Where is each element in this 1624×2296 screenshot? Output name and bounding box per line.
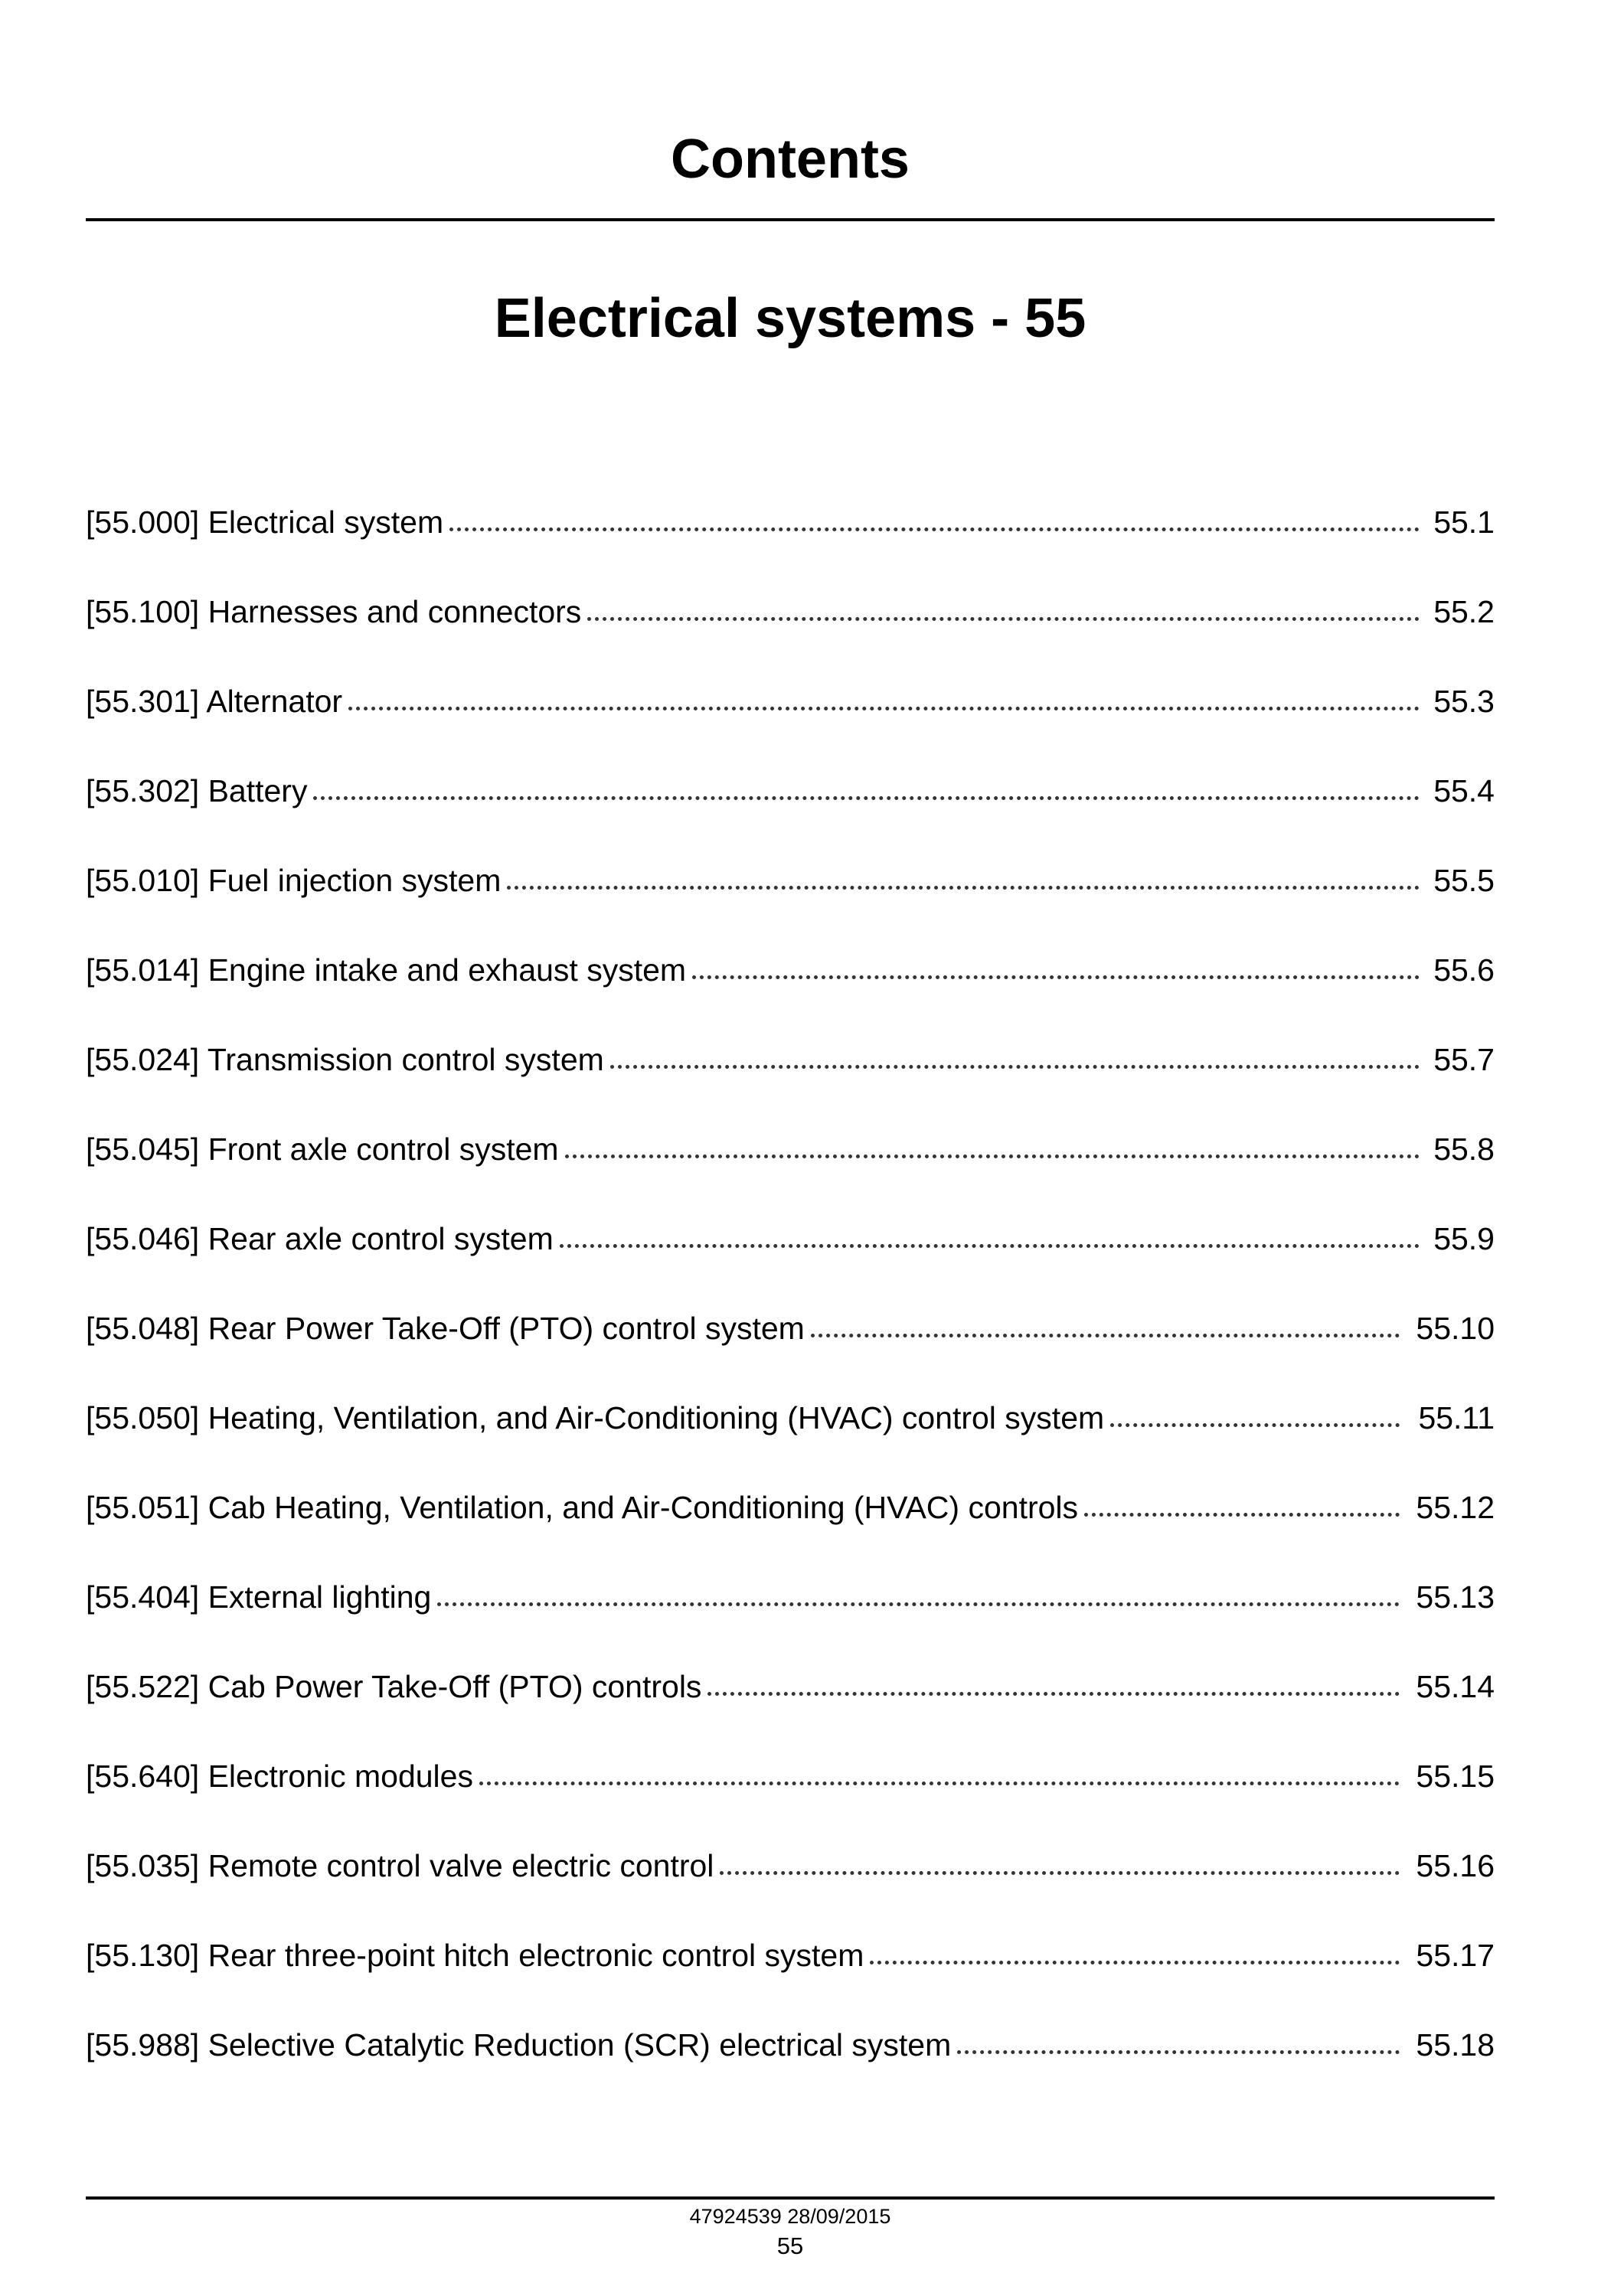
toc-entry-label: [55.301] Alternator (86, 684, 343, 719)
toc-entry-page: 55.7 (1433, 1042, 1495, 1077)
toc-entry[interactable] (86, 686, 1495, 776)
toc-entry[interactable] (86, 1940, 1495, 2030)
toc-entry-page: 55.17 (1416, 1938, 1495, 1973)
toc-entry-page: 55.15 (1416, 1759, 1495, 1794)
toc-entry[interactable] (86, 507, 1495, 596)
dot-leader (811, 1334, 1400, 1337)
dot-leader (1110, 1423, 1400, 1427)
dot-leader (610, 1065, 1420, 1069)
toc-entry-label: [55.100] Harnesses and connectors (86, 594, 582, 629)
toc-entry-page: 55.10 (1416, 1311, 1495, 1346)
toc-entry[interactable] (86, 1492, 1495, 1582)
dot-leader (449, 527, 1420, 531)
page-title: Contents (671, 129, 910, 190)
toc-entry-label: [55.640] Electronic modules (86, 1759, 473, 1794)
dot-leader (587, 617, 1420, 621)
toc-entry[interactable] (86, 1223, 1495, 1313)
dot-leader (560, 1244, 1420, 1248)
toc-entry[interactable] (86, 1134, 1495, 1223)
dot-leader (348, 707, 1420, 710)
dot-leader (313, 796, 1420, 800)
section-title: Electrical systems - 55 (494, 288, 1086, 349)
toc-entry-label: [55.522] Cab Power Take-Off (PTO) controls (86, 1669, 702, 1704)
footer-divider (86, 2196, 1495, 2200)
dot-leader (707, 1692, 1400, 1696)
toc-entry-label: [55.024] Transmission control system (86, 1042, 604, 1077)
toc-entry[interactable] (86, 2027, 1495, 2119)
toc-entry-label: [55.404] External lighting (86, 1579, 432, 1615)
toc-entry[interactable] (86, 1761, 1495, 1850)
dot-leader (720, 1871, 1400, 1875)
toc-entry-label: [55.130] Rear three-point hitch electronic control system (86, 1938, 864, 1973)
footer-document-reference: 47924539 28/09/2015 (689, 2205, 891, 2228)
toc-entry[interactable] (86, 1044, 1495, 1134)
toc-entry-label: [55.988] Selective Catalytic Reduction (SCR) electrical system (86, 2027, 952, 2062)
dot-leader (437, 1602, 1400, 1606)
toc-entry-label: [55.010] Fuel injection system (86, 863, 502, 898)
toc-entry-label: [55.050] Heating, Ventilation, and Air-Conditioning (HVAC) control system (86, 1400, 1105, 1435)
toc-entry[interactable] (86, 1400, 1495, 1492)
dot-leader (565, 1155, 1420, 1158)
dot-leader (1084, 1513, 1400, 1517)
toc-entry-page: 55.1 (1433, 505, 1495, 540)
toc-entry-page: 55.4 (1433, 773, 1495, 808)
toc-entry[interactable] (86, 773, 1495, 865)
toc-entry-page: 55.9 (1433, 1221, 1495, 1256)
dot-leader (957, 2050, 1400, 2054)
toc-entry-page: 55.6 (1433, 952, 1495, 988)
toc-entry-page: 55.18 (1416, 2027, 1495, 2062)
toc-entry[interactable] (86, 952, 1495, 1044)
toc-entry-label: [55.045] Front axle control system (86, 1132, 559, 1167)
toc-entry-label: [55.014] Engine intake and exhaust system (86, 952, 687, 988)
toc-entry-page: 55.11 (1418, 1400, 1495, 1435)
dot-leader (870, 1961, 1400, 1965)
toc-entry-page: 55.12 (1416, 1490, 1495, 1525)
toc-entry-page: 55.13 (1416, 1579, 1495, 1615)
toc-entry[interactable] (86, 1579, 1495, 1671)
toc-entry[interactable] (86, 1671, 1495, 1761)
toc-entry[interactable] (86, 1313, 1495, 1403)
toc-entry-label: [55.302] Battery (86, 773, 308, 808)
toc-entry[interactable] (86, 1850, 1495, 1940)
toc-entry-page: 55.16 (1416, 1848, 1495, 1883)
footer-page-number: 55 (776, 2232, 804, 2259)
toc-entry-label: [55.035] Remote control valve electric control (86, 1848, 714, 1883)
toc-entry-page: 55.8 (1433, 1132, 1495, 1167)
toc-entry-label: [55.046] Rear axle control system (86, 1221, 554, 1256)
toc-entry-page: 55.5 (1433, 863, 1495, 898)
table-of-contents (86, 507, 1495, 2119)
dot-leader (507, 886, 1420, 890)
toc-entry-label: [55.000] Electrical system (86, 505, 444, 540)
toc-entry[interactable] (86, 596, 1495, 686)
dot-leader (692, 975, 1420, 979)
toc-entry-page: 55.2 (1433, 594, 1495, 629)
toc-entry[interactable] (86, 865, 1495, 955)
toc-entry-page: 55.3 (1433, 684, 1495, 719)
dot-leader (479, 1782, 1400, 1785)
toc-entry-label: [55.048] Rear Power Take-Off (PTO) control system (86, 1311, 805, 1346)
toc-entry-label: [55.051] Cab Heating, Ventilation, and Air-Conditioning (HVAC) controls (86, 1490, 1079, 1525)
toc-entry-page: 55.14 (1416, 1669, 1495, 1704)
header-divider (86, 218, 1495, 221)
